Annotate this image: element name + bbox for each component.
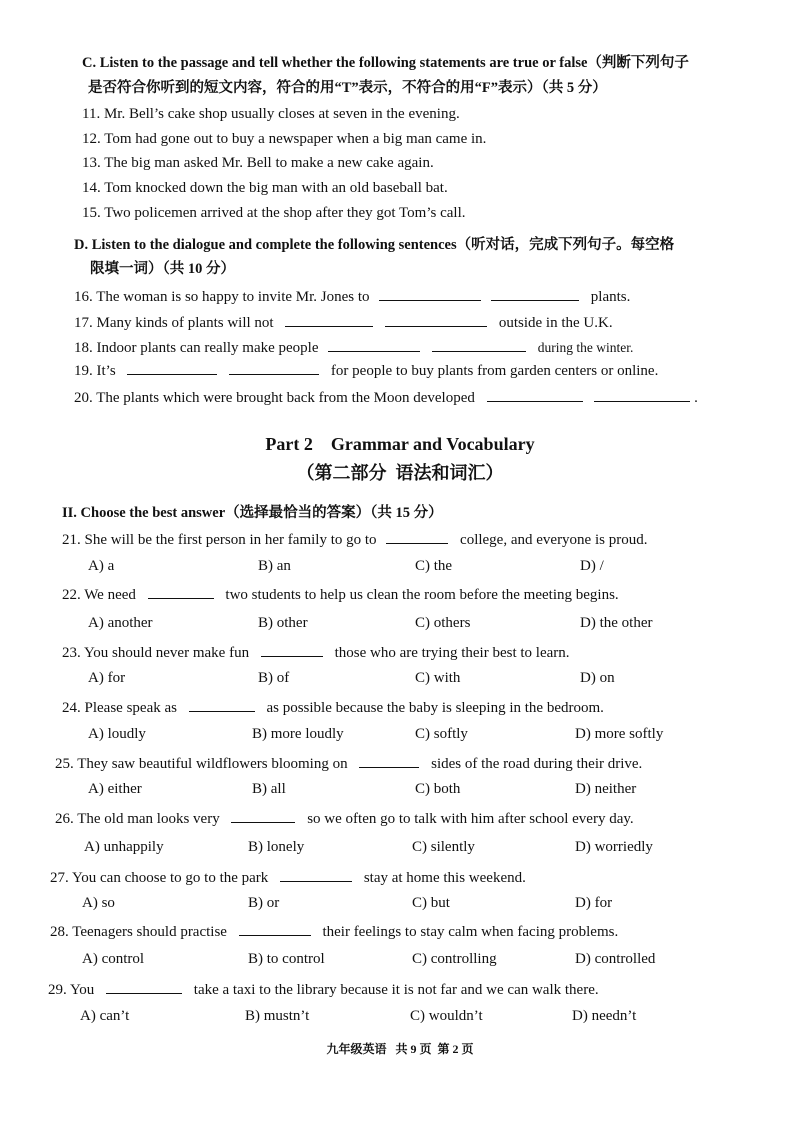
sentence-16 (74, 288, 630, 305)
question-22-start: 22. We need (62, 587, 136, 603)
section-d-heading-line1: D. Listen to the dialogue and complete the following sentences（听对话，完成下列句子。每空格 (74, 237, 675, 253)
sentence-19-start: 19. It’s (74, 363, 116, 379)
part-2-title: Part 2 Grammar and Vocabulary (265, 434, 535, 454)
question-27 (50, 869, 526, 886)
answer-blank-27[interactable] (280, 869, 352, 882)
sentence-20 (74, 389, 698, 406)
sentence-19 (74, 362, 658, 379)
answer-blank-20b[interactable] (594, 389, 690, 402)
answer-blank-23[interactable] (261, 644, 323, 657)
option-27-a[interactable]: A) so (82, 895, 115, 911)
question-29-end: take a taxi to the library because it is not far and we can walk there. (193, 982, 599, 998)
question-22-end: two students to help us clean the room before the meeting begins. (225, 587, 619, 603)
answer-blank-16a[interactable] (379, 288, 481, 301)
question-25-start: 25. They saw beautiful wildflowers blooming on (55, 756, 348, 772)
statement-12: 12. Tom had gone out to buy a newspaper when a big man came in. (82, 131, 487, 147)
question-23 (62, 644, 570, 661)
option-26-d[interactable]: D) worriedly (575, 839, 653, 855)
sentence-17-end: outside in the U.K. (498, 315, 613, 331)
option-29-d[interactable]: D) needn’t (572, 1008, 637, 1024)
statement-15: 15. Two policemen arrived at the shop after they got Tom’s call. (82, 205, 466, 221)
question-23-start: 23. You should never make fun (62, 645, 250, 661)
option-22-d[interactable]: D) the other (580, 615, 653, 631)
question-29 (48, 981, 599, 998)
option-26-c[interactable]: C) silently (412, 839, 475, 855)
sentence-18-end: during the winter. (537, 340, 634, 355)
question-28-start: 28. Teenagers should practise (50, 924, 227, 940)
sentence-16-start: 16. The woman is so happy to invite Mr. Jones to (74, 289, 370, 305)
question-28 (50, 923, 618, 940)
option-28-d[interactable]: D) controlled (575, 951, 656, 967)
option-27-d[interactable]: D) for (575, 895, 613, 911)
page-footer: 九年级英语 共 9 页 第 2 页 (326, 1042, 474, 1056)
answer-blank-25[interactable] (359, 755, 419, 768)
section-c-heading-line2: 是否符合你听到的短文内容，符合的用“T”表示，不符合的用“F”表示）（共 5 分） (88, 80, 607, 96)
sentence-17-start: 17. Many kinds of plants will not (74, 315, 274, 331)
question-26-start: 26. The old man looks very (55, 811, 220, 827)
question-22 (62, 586, 619, 603)
answer-blank-18b[interactable] (432, 339, 526, 352)
option-22-b[interactable]: B) other (258, 615, 308, 631)
option-28-b[interactable]: B) to control (248, 951, 325, 967)
option-26-a[interactable]: A) unhappily (84, 839, 164, 855)
option-27-b[interactable]: B) or (248, 895, 280, 911)
answer-blank-16b[interactable] (491, 288, 579, 301)
question-27-end: stay at home this weekend. (363, 870, 526, 886)
option-24-a[interactable]: A) loudly (88, 726, 146, 742)
answer-blank-20a[interactable] (487, 389, 583, 402)
option-23-b[interactable]: B) of (258, 670, 290, 686)
answer-blank-24[interactable] (189, 699, 255, 712)
answer-blank-29[interactable] (106, 981, 182, 994)
option-28-a[interactable]: A) control (82, 951, 145, 967)
answer-blank-26[interactable] (231, 810, 295, 823)
question-26 (55, 810, 634, 827)
question-25-end: sides of the road during their drive. (431, 756, 643, 772)
answer-blank-17b[interactable] (385, 314, 487, 327)
answer-blank-28[interactable] (239, 923, 311, 936)
sentence-20-end: . (694, 390, 698, 406)
option-29-c[interactable]: C) wouldn’t (410, 1008, 483, 1024)
option-26-b[interactable]: B) lonely (248, 839, 305, 855)
sentence-16-end: plants. (590, 289, 631, 305)
sentence-20-start: 20. The plants which were brought back from the Moon developed (74, 390, 475, 406)
sentence-17 (74, 314, 613, 331)
option-22-a[interactable]: A) another (88, 615, 153, 631)
answer-blank-19b[interactable] (229, 362, 319, 375)
question-24 (62, 699, 604, 716)
option-21-d[interactable]: D) / (580, 558, 604, 574)
question-21-end: college, and everyone is proud. (460, 532, 648, 548)
question-29-start: 29. You (48, 982, 95, 998)
option-27-c[interactable]: C) but (412, 895, 450, 911)
option-29-b[interactable]: B) mustn’t (245, 1008, 310, 1024)
question-28-end: their feelings to stay calm when facing problems. (322, 924, 619, 940)
option-28-c[interactable]: C) controlling (412, 951, 497, 967)
question-23-end: those who are trying their best to learn. (334, 645, 570, 661)
option-22-c[interactable]: C) others (415, 615, 471, 631)
option-24-c[interactable]: C) softly (415, 726, 468, 742)
sentence-18 (74, 339, 633, 356)
statement-11: 11. Mr. Bell’s cake shop usually closes at seven in the evening. (82, 106, 460, 122)
answer-blank-17a[interactable] (285, 314, 373, 327)
option-23-a[interactable]: A) for (88, 670, 126, 686)
answer-blank-21[interactable] (386, 531, 448, 544)
answer-blank-19a[interactable] (127, 362, 217, 375)
statement-13: 13. The big man asked Mr. Bell to make a new cake again. (82, 155, 434, 171)
answer-blank-18a[interactable] (328, 339, 420, 352)
option-23-d[interactable]: D) on (580, 670, 615, 686)
option-25-c[interactable]: C) both (415, 781, 461, 797)
option-25-d[interactable]: D) neither (575, 781, 637, 797)
question-21 (62, 531, 647, 548)
part-2-subtitle: （第二部分 语法和词汇） (296, 463, 504, 483)
option-21-b[interactable]: B) an (258, 558, 291, 574)
question-25 (55, 755, 642, 772)
section-ii-heading: II. Choose the best answer（选择最恰当的答案）（共 15 分） (62, 505, 443, 521)
section-c-heading-line1: C. Listen to the passage and tell whether the following statements are true or false（判断下列句子 (82, 55, 689, 71)
option-21-a[interactable]: A) a (88, 558, 115, 574)
option-24-d[interactable]: D) more softly (575, 726, 664, 742)
option-25-a[interactable]: A) either (88, 781, 142, 797)
sentence-19-end: for people to buy plants from garden centers or online. (330, 363, 659, 379)
answer-blank-22[interactable] (148, 586, 214, 599)
statement-14: 14. Tom knocked down the big man with an old baseball bat. (82, 180, 448, 196)
option-29-a[interactable]: A) can’t (80, 1008, 130, 1024)
question-24-start: 24. Please speak as (62, 700, 177, 716)
question-27-start: 27. You can choose to go to the park (50, 870, 269, 886)
section-d-heading-line2: 限填一词）（共 10 分） (90, 261, 235, 277)
question-21-start: 21. She will be the first person in her family to go to (62, 532, 377, 548)
option-21-c[interactable]: C) the (415, 558, 453, 574)
sentence-18-start: 18. Indoor plants can really make people (74, 340, 319, 356)
option-25-b[interactable]: B) all (252, 781, 286, 797)
option-24-b[interactable]: B) more loudly (252, 726, 344, 742)
option-23-c[interactable]: C) with (415, 670, 461, 686)
question-24-end: as possible because the baby is sleeping in the bedroom. (266, 700, 604, 716)
question-26-end: so we often go to talk with him after school every day. (307, 811, 634, 827)
